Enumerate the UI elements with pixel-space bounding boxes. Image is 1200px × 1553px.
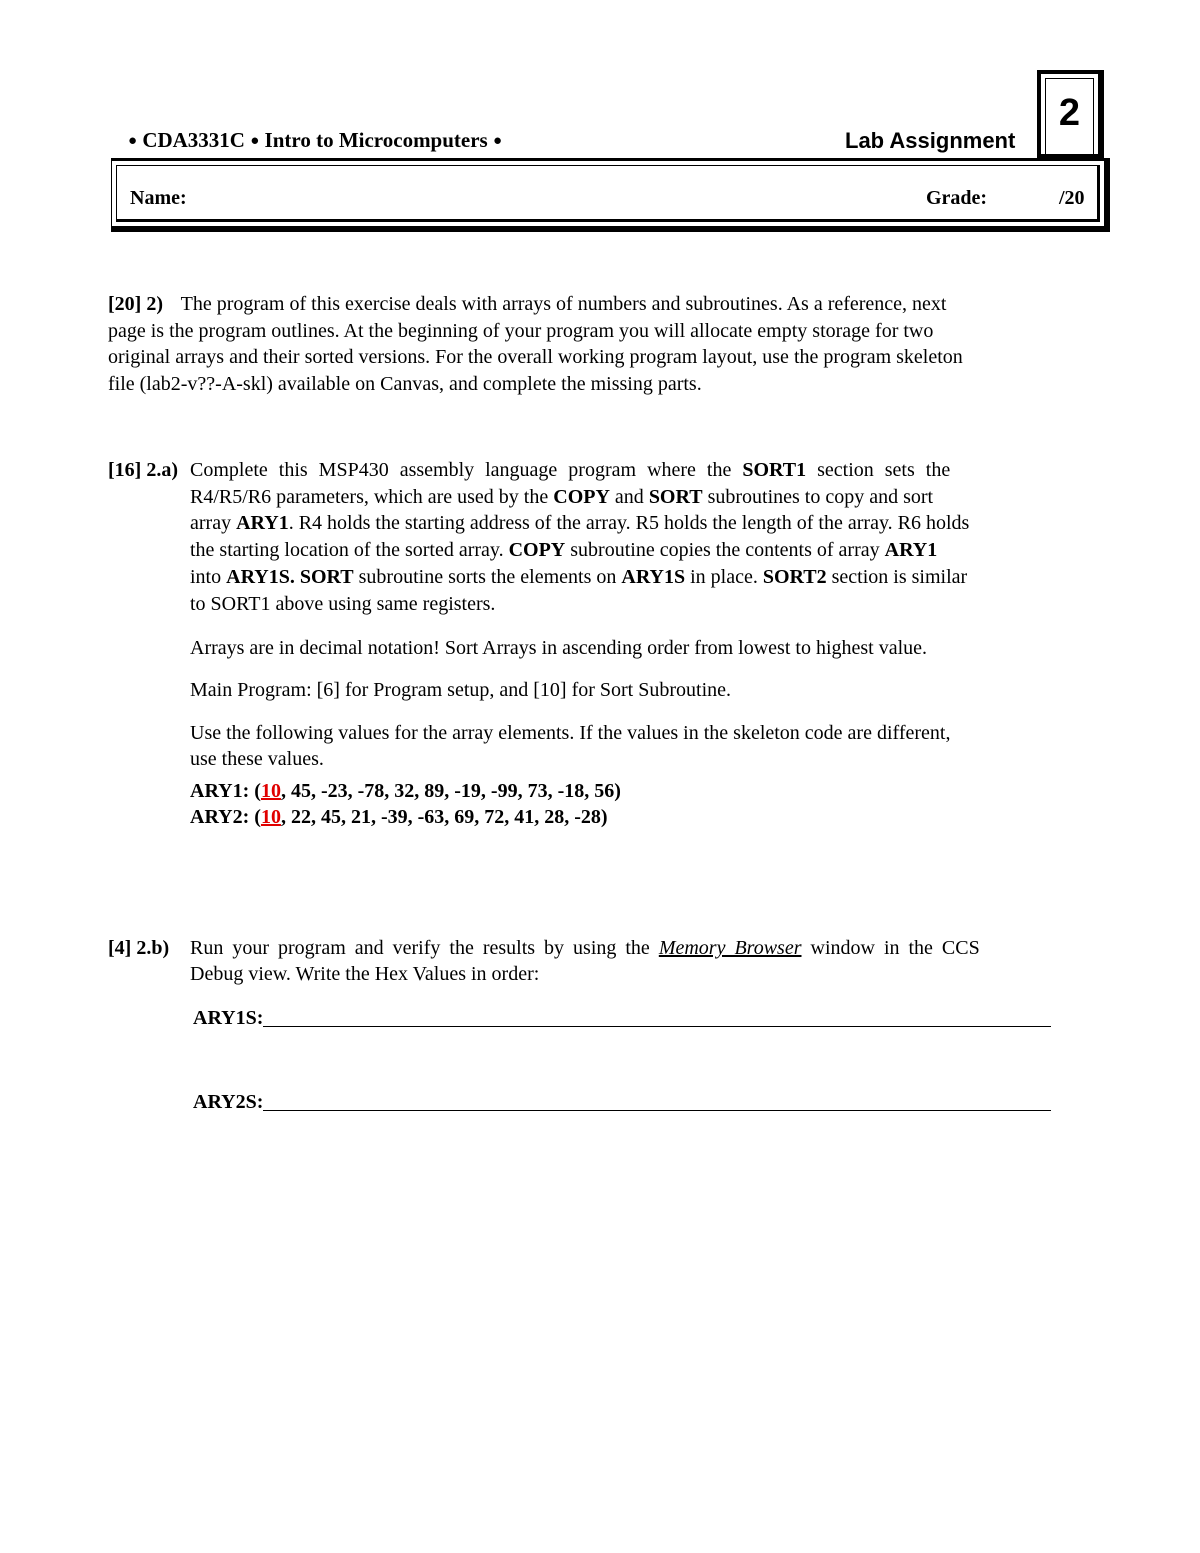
bullet-icon: ● [492,133,503,149]
q2a-main-program: Main Program: [6] for Program setup, and [10] for Sort Subroutine. [190,679,732,701]
q2a-decimal-note: Arrays are in decimal notation! Sort Arrays in ascending order from lowest to highest value. [190,637,928,659]
ary1s-answer-field[interactable] [193,1006,1051,1030]
lab-number: 2 [1058,92,1081,134]
q2a-keyword-ary1s: ARY1S [226,566,290,588]
q2-points: [20] [108,293,142,315]
q2a-line6: to SORT1 above using same registers. [190,593,496,615]
ary2s-answer-line[interactable] [263,1090,1051,1111]
name-label: Name: [130,187,187,209]
q2a-keyword-sort: SORT [299,566,354,588]
q2-text-line1: The program of this exercise deals with arrays of numbers and subroutines. As a reference, next [180,293,947,315]
q2a-keyword-ary1: ARY1 [884,539,938,561]
bullet-icon: ● [128,133,138,149]
q2a-text: . [289,566,295,588]
ary1-first-value: 10 [260,780,281,802]
q2a-text: . R4 holds the starting address of the array. R5 holds the length of the array. R6 holds [288,512,970,534]
q2-text-line2: page is the program outlines. At the beginning of your program you will allocate empty storage for two [108,320,934,342]
ary2s-label: ARY2S: [193,1091,264,1113]
q2b-line2: Debug view. Write the Hex Values in order: [190,963,540,985]
ary1s-answer-line[interactable] [263,1006,1051,1027]
q2a-text: in place. [690,566,758,588]
grade-label: Grade: [926,187,988,209]
q2b-text: window in the CCS [810,937,980,959]
course-title: Intro to Microcomputers [264,128,488,152]
q2b-points: [4] [108,937,132,959]
course-code: CDA3331C [142,128,245,152]
q2a-keyword-ary1: ARY1 [236,512,289,534]
ary2-values [190,806,608,829]
memory-browser-term: Memory Browser [658,937,802,959]
q2a-heading [108,457,178,484]
q2a-line1 [190,457,1094,484]
q2a-text: section sets the [817,459,951,481]
q2a-keyword-sort: SORT [648,486,703,508]
q2-number: 2) [146,293,163,315]
q2a-line4 [190,537,1094,564]
q2b-line1 [190,935,1094,962]
lab-number-box [1037,70,1104,158]
q2a-text: R4/R5/R6 parameters, which are used by the [190,486,549,508]
q2a-text: section is similar [831,566,968,588]
q2a-text: subroutine copies the contents of array [570,539,880,561]
q2a-line2 [190,484,1094,511]
q2a-keyword-sort1: SORT1 [742,459,807,481]
q2a-text: array [190,512,232,534]
q2a-text: subroutine sorts the elements on [358,566,617,588]
q2a-line3 [190,510,1094,537]
q2a-text: and [614,486,644,508]
q2a-text: into [190,566,222,588]
course-header [128,128,502,153]
q2a-keyword-copy: COPY [553,486,610,508]
ary1s-label: ARY1S: [193,1007,264,1029]
q2a-keyword-sort2: SORT2 [762,566,827,588]
q2a-values-line2: use these values. [190,748,324,770]
q2a-number: 2.a) [146,459,178,481]
q2a-text: subroutines to copy and sort [707,486,934,508]
q2a-line5 [190,564,1094,591]
ary2-label: ARY2: ( [190,806,261,828]
lab-assignment-label: Lab Assignment [845,128,1016,153]
q2-text-line3: original arrays and their sorted versions. For the overall working program layout, use the program skeleton [108,346,963,368]
q2a-values-line1: Use the following values for the array elements. If the values in the skeleton code are different, [190,722,951,744]
q2-text-line4: file (lab2-v??-A-skl) available on Canvas, and complete the missing parts. [108,373,702,395]
ary2-first-value: 10 [260,806,281,828]
q2a-points: [16] [108,459,142,481]
q2b-heading [108,935,169,962]
q2a-keyword-ary1s: ARY1S [621,566,686,588]
bullet-icon: ● [250,133,260,149]
q2a-text: the starting location of the sorted array. [190,539,504,561]
q2a-text: Complete this MSP430 assembly language program where the [190,459,732,481]
ary1-values [190,780,621,803]
ary2s-answer-field[interactable] [193,1090,1051,1114]
ary1-label: ARY1: ( [190,780,261,802]
ary1-rest-values: , 45, -23, -78, 32, 89, -19, -99, 73, -18, 56) [280,780,621,802]
q2b-number: 2.b) [136,937,170,959]
grade-total: /20 [1059,187,1085,209]
ary2-rest-values: , 22, 45, 21, -39, -63, 69, 72, 41, 28, -28) [280,806,608,828]
q2a-keyword-copy: COPY [508,539,566,561]
q2-line1 [108,291,1094,318]
q2b-text: Run your program and verify the results by using the [190,937,650,959]
